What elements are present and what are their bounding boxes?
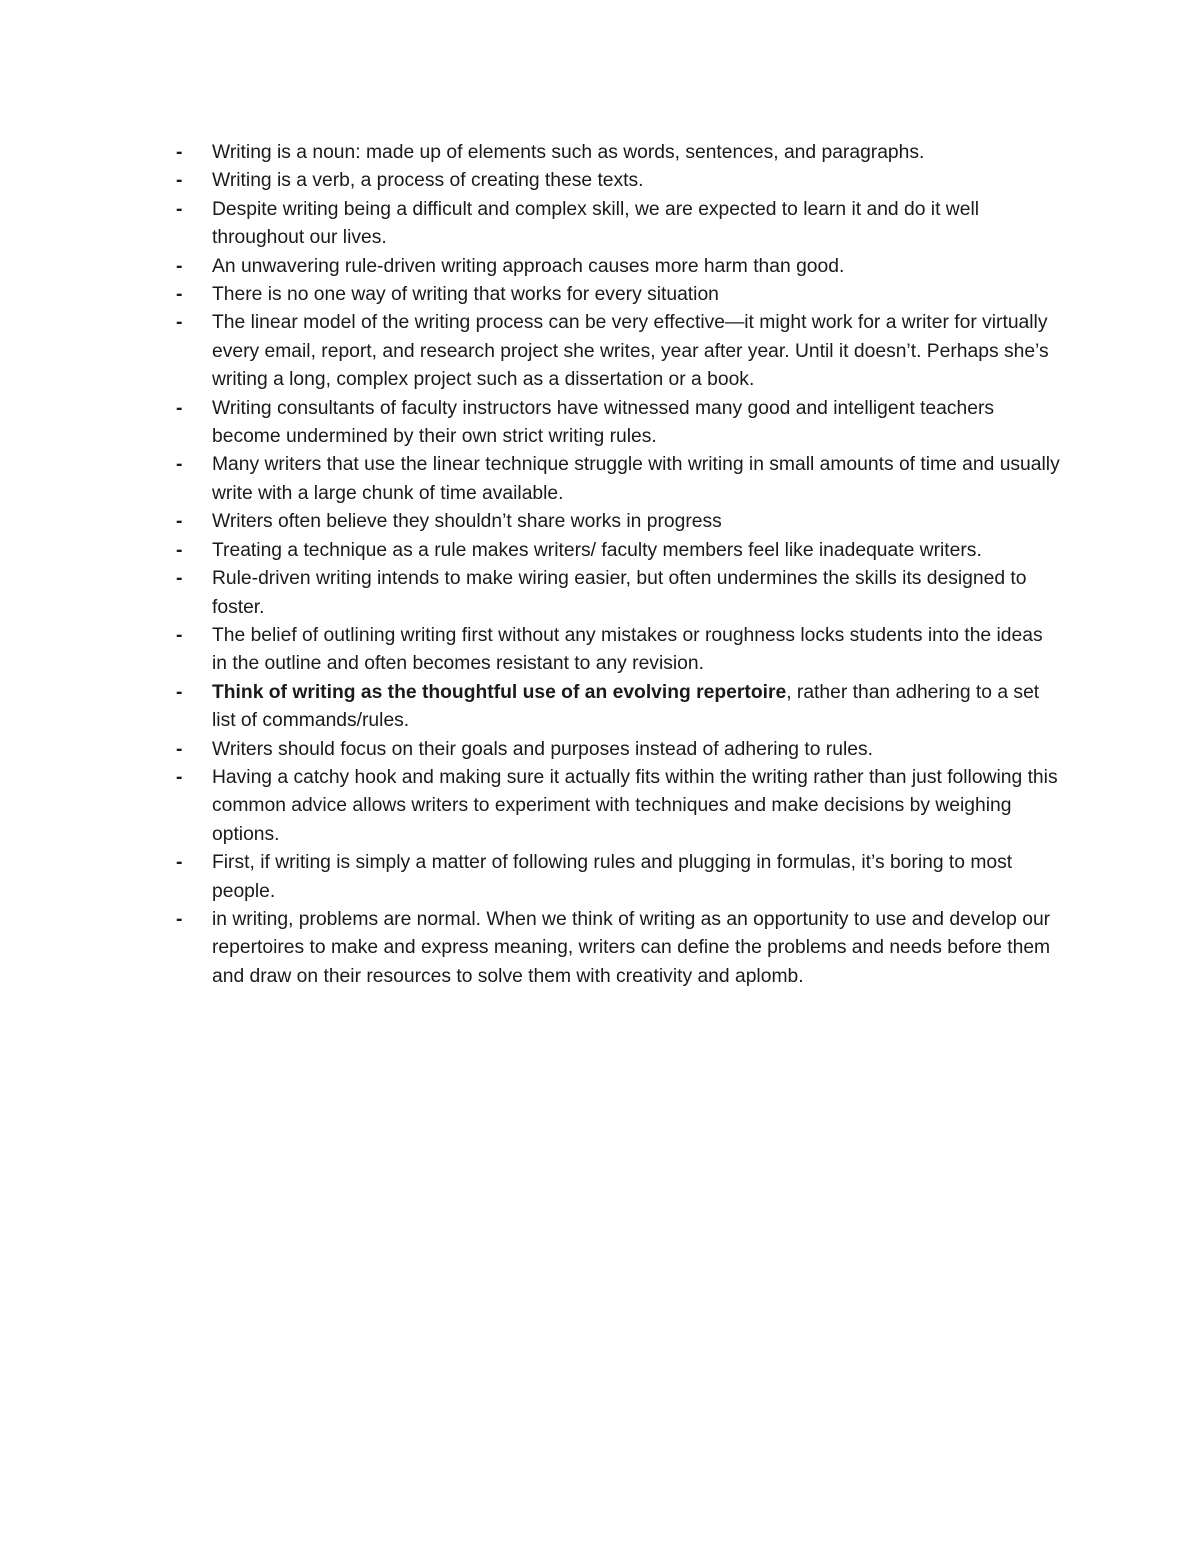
list-bullet: - xyxy=(176,255,183,277)
list-item-text: Despite writing being a difficult and complex skill, we are expected to learn it and do it well throughout our lives. xyxy=(212,198,980,249)
list-item-text: First, if writing is simply a matter of following rules and plugging in formulas, it’s boring to most people. xyxy=(212,852,1013,902)
list-bullet: - xyxy=(176,681,183,703)
list-bullet: - xyxy=(176,198,183,220)
list-item xyxy=(172,281,1062,309)
list-item xyxy=(172,167,1062,195)
list-item-text-rest: , rather than adhering to a set list of commands/rules. xyxy=(212,681,1040,732)
list-item-text: Treating a technique as a rule makes writers/ faculty members feel like inadequate writers. xyxy=(212,539,982,561)
list-item xyxy=(172,309,1062,394)
list-item-text: Rule-driven writing intends to make wiring easier, but often undermines the skills its designed to foster. xyxy=(212,568,1027,618)
list-item-text: in writing, problems are normal. When we think of writing as an opportunity to use and develop our repertoires to make and express meaning, writers can define the problems and needs before them and draw on their resources to solve them with creativity and aplomb. xyxy=(212,908,1051,987)
list-item-text: Many writers that use the linear technique struggle with writing in small amounts of time and usually write with a large chunk of time available. xyxy=(212,454,1060,504)
list-item xyxy=(172,849,1062,906)
list-item xyxy=(172,679,1062,736)
list-item xyxy=(172,139,1062,167)
list-item xyxy=(172,736,1062,764)
list-item xyxy=(172,622,1062,679)
list-item-text: The linear model of the writing process can be very effective—it might work for a writer for virtually every email, report, and research project she writes, year after year. Until it doesn’t. Perhaps she’s writing a long, complex project such as a dissertation or a book. xyxy=(212,312,1049,391)
list-item xyxy=(172,906,1062,991)
list-bullet: - xyxy=(176,738,183,760)
list-item-text xyxy=(212,679,1062,736)
bold-phrase: Think of writing as the thoughtful use of an evolving repertoire xyxy=(212,681,787,703)
list-item xyxy=(172,764,1062,849)
list-bullet: - xyxy=(176,511,183,533)
list-item xyxy=(172,451,1062,508)
list-item xyxy=(172,395,1062,452)
list-bullet: - xyxy=(176,852,183,874)
list-bullet: - xyxy=(176,397,183,419)
list-bullet: - xyxy=(176,766,183,788)
list-bullet: - xyxy=(176,312,183,334)
list-item-text: Writing is a verb, a process of creating these texts. xyxy=(212,170,644,192)
list-item-text: An unwavering rule-driven writing approach causes more harm than good. xyxy=(212,255,845,277)
list-item xyxy=(172,508,1062,536)
list-item-text: Writing is a noun: made up of elements such as words, sentences, and paragraphs. xyxy=(212,142,925,163)
list-bullet: - xyxy=(176,539,183,561)
list-bullet: - xyxy=(176,908,183,930)
list-bullet: - xyxy=(176,454,183,476)
list-bullet: - xyxy=(176,284,183,306)
list-item-text: Writers often believe they shouldn’t share works in progress xyxy=(212,511,722,533)
list-bullet: - xyxy=(176,568,183,590)
list-item-text: The belief of outlining writing first without any mistakes or roughness locks students into the ideas in the outline and often becomes resistant to any revision. xyxy=(212,624,1043,675)
list-item-text: There is no one way of writing that works for every situation xyxy=(212,284,719,306)
list-item-text: Writing consultants of faculty instructors have witnessed many good and intelligent teachers become undermined by their own strict writing rules. xyxy=(212,397,995,448)
list-bullet: - xyxy=(176,142,183,163)
list-bullet: - xyxy=(176,170,183,192)
list-item-text: Writers should focus on their goals and purposes instead of adhering to rules. xyxy=(212,738,873,760)
list-item-text: Having a catchy hook and making sure it actually fits within the writing rather than just following this common advice allows writers to experiment with techniques and make decisions by weighing options. xyxy=(212,766,1058,845)
list-item xyxy=(172,253,1062,281)
notes-list xyxy=(172,139,1062,991)
list-bullet: - xyxy=(176,624,183,646)
list-item xyxy=(172,565,1062,622)
list-item xyxy=(172,537,1062,565)
list-item xyxy=(172,196,1062,253)
